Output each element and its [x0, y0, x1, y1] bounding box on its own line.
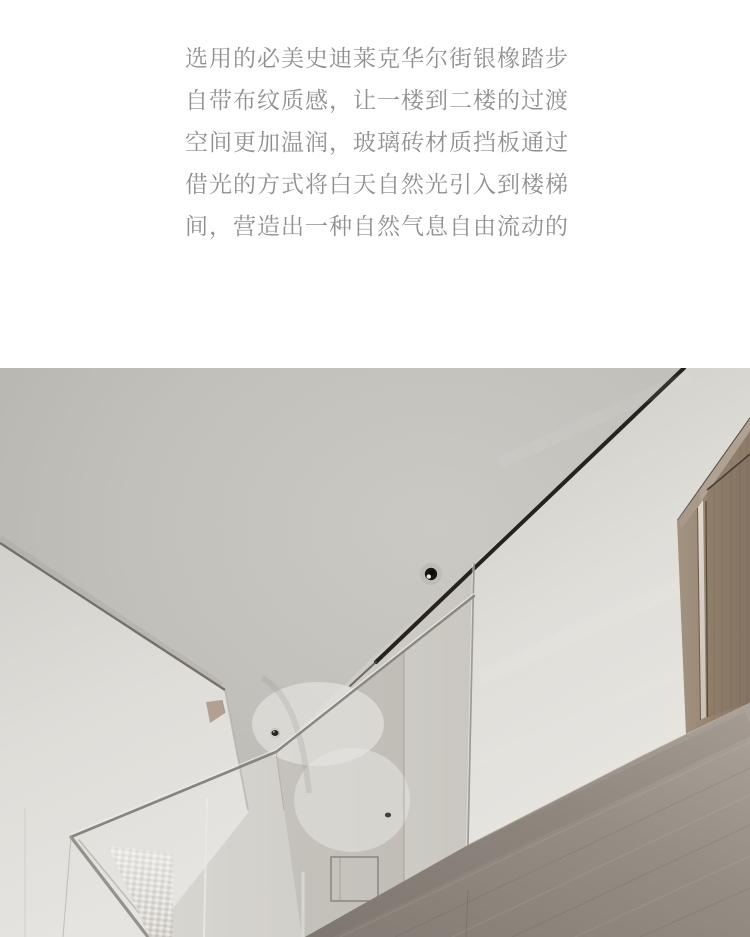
recessed-spotlight-lower [385, 813, 391, 818]
paragraph-line: 借光的方式将白天自然光引入到楼梯 [185, 171, 569, 197]
paragraph-line: 间，营造出一种自然气息自由流动的 [185, 213, 569, 239]
stairwell-photo [0, 368, 750, 937]
paragraph-line: 选用的必美史迪莱克华尔街银橡踏步 [185, 45, 569, 71]
article-paragraph [185, 37, 569, 247]
paragraph-line: 空间更加温润，玻璃砖材质挡板通过 [185, 129, 569, 155]
paragraph-line: 自带布纹质感，让一楼到二楼的过渡 [185, 87, 569, 113]
stair-glass-clamp [331, 857, 378, 901]
